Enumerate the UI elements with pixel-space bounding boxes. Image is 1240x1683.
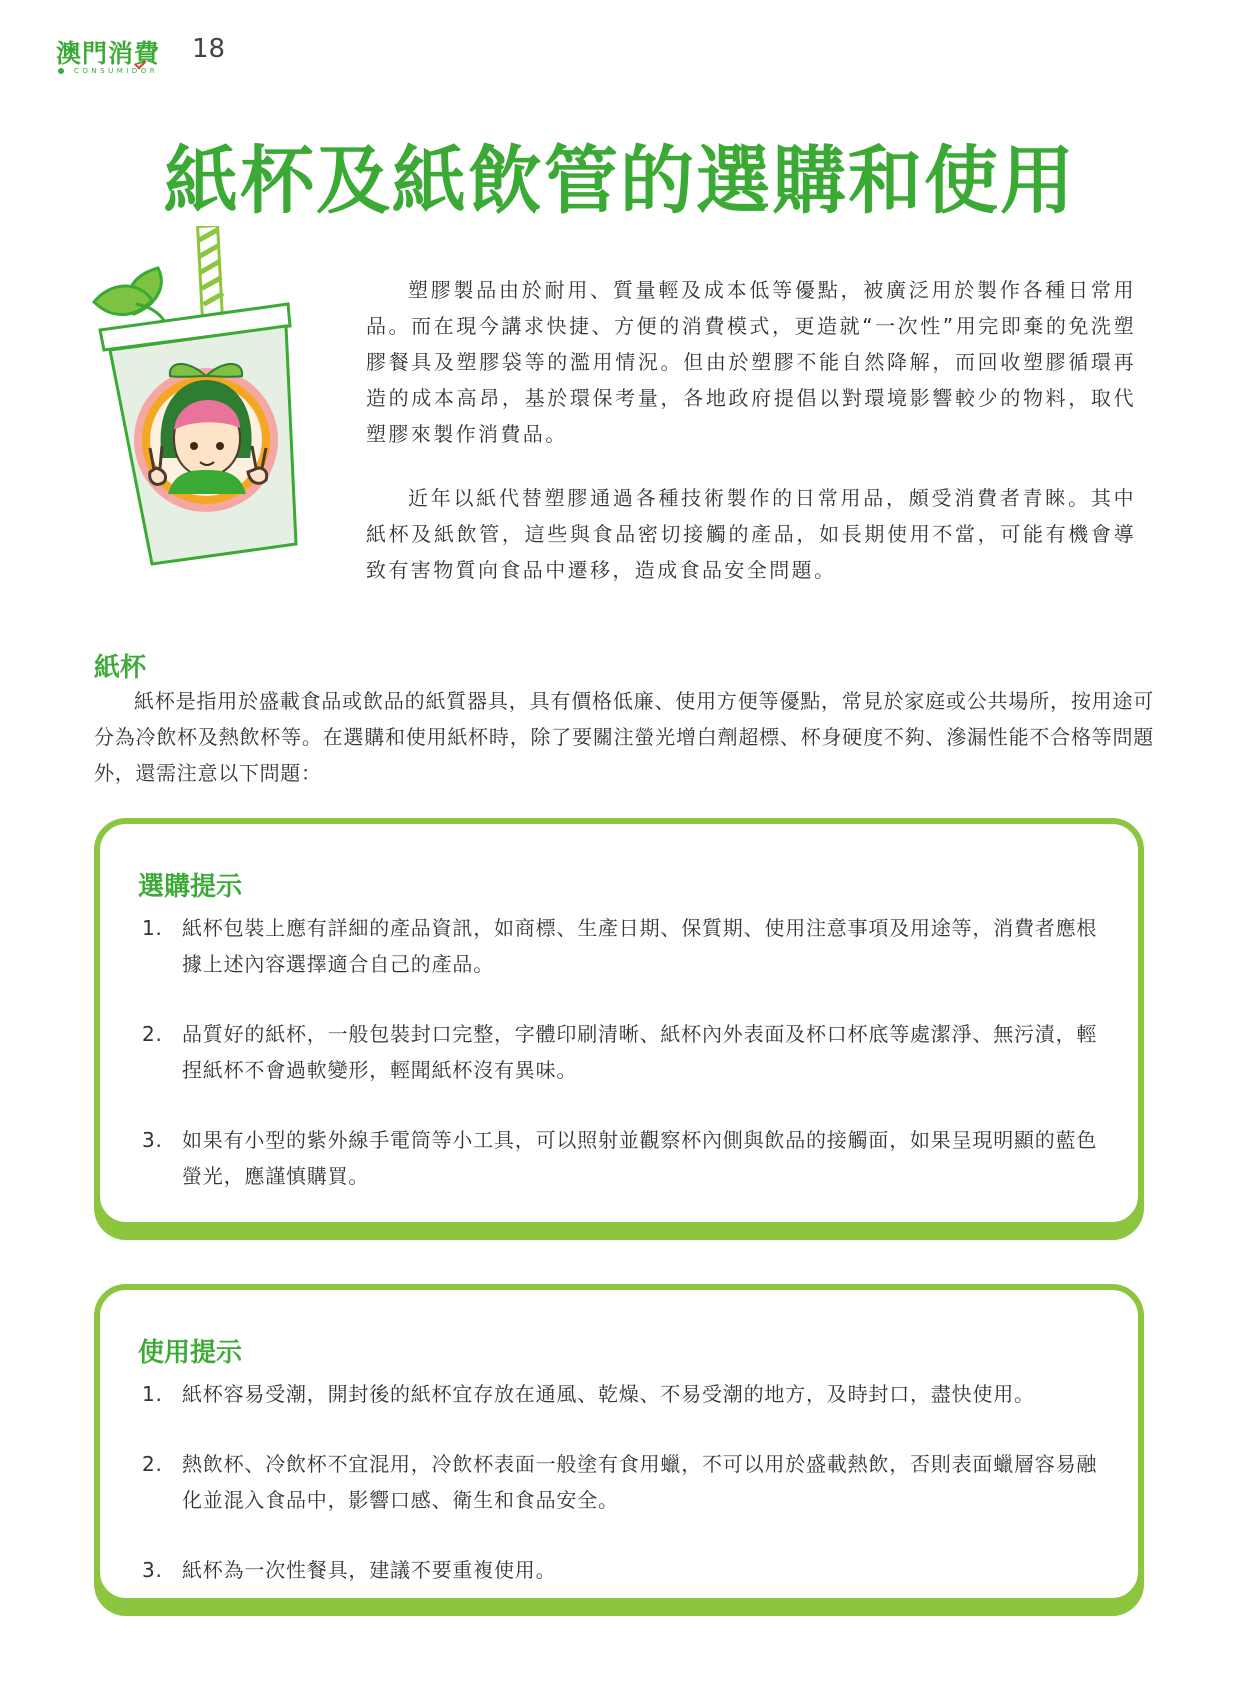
list-item bbox=[142, 1552, 1102, 1588]
cup-mascot-illustration bbox=[90, 226, 330, 606]
page-title: 紙杯及紙飲管的選購和使用 bbox=[164, 138, 1076, 224]
list-item-number: 3. bbox=[142, 1558, 163, 1582]
list-item-number: 3. bbox=[142, 1128, 163, 1152]
intro-paragraph: 塑膠製品由於耐用、質量輕及成本低等優點，被廣泛用於製作各種日常用品。而在現今講求快捷、方便的消費模式，更造就“一次性”用完即棄的免洗塑膠餐具及塑膠袋等的濫用情況。但由於塑膠不能自然降解，而回收塑膠循環再造的成本高昂，基於環保考量，各地政府提倡以對環境影響較少的物料，取代塑膠來製作消費品。 bbox=[366, 278, 1136, 446]
usage-tips-box bbox=[94, 1284, 1144, 1604]
list-item-text: 熱飲杯、冷飲杯不宜混用，冷飲杯表面一般塗有食用蠟，不可以用於盛載熱飲，否則表面蠟層容易融化並混入食品中，影響口感、衛生和食品安全。 bbox=[182, 1452, 1098, 1512]
page-number: 18 bbox=[192, 34, 226, 64]
list-item-text: 如果有小型的紫外線手電筒等小工具，可以照射並觀察杯內側與飲品的接觸面，如果呈現明顯的藍色螢光，應謹慎購買。 bbox=[182, 1128, 1098, 1188]
list-item-text: 紙杯容易受潮，開封後的紙杯宜存放在通風、乾燥、不易受潮的地方，及時封口，盡快使用。 bbox=[182, 1382, 1035, 1406]
list-item-number: 1. bbox=[142, 1382, 163, 1406]
list-item-number: 2. bbox=[142, 1452, 163, 1476]
purchase-tips-box bbox=[94, 818, 1144, 1228]
section-heading: 紙杯 bbox=[94, 653, 147, 683]
list-item-text: 紙杯為一次性餐具，建議不要重複使用。 bbox=[182, 1558, 557, 1582]
logo-subtext: CONSUMIDOR bbox=[74, 67, 159, 75]
usage-tips-heading: 使用提示 bbox=[138, 1338, 243, 1368]
purchase-tips-list bbox=[142, 910, 1102, 1194]
list-item-text: 品質好的紙杯，一般包裝封口完整，字體印刷清晰、紙杯內外表面及杯口杯底等處潔淨、無污漬，輕捏紙杯不會過軟變形，輕聞紙杯沒有異味。 bbox=[182, 1022, 1098, 1082]
list-item bbox=[142, 910, 1102, 982]
list-item-text: 紙杯包裝上應有詳細的產品資訊，如商標、生產日期、保質期、使用注意事項及用途等，消費者應根據上述內容選擇適合自己的產品。 bbox=[182, 916, 1098, 976]
leaf-icon bbox=[94, 268, 166, 324]
purchase-tips-heading: 選購提示 bbox=[138, 872, 243, 902]
list-item bbox=[142, 1016, 1102, 1088]
list-item bbox=[142, 1446, 1102, 1518]
section-body: 紙杯是指用於盛載食品或飲品的紙質器具，具有價格低廉、使用方便等優點，常見於家庭或公共場所，按用途可分為冷飲杯及熱飲杯等。在選購和使用紙杯時，除了要關注螢光增白劑超標、杯身硬度不夠、滲漏性能不合格等問題外，還需注意以下問題： bbox=[94, 689, 1154, 785]
usage-tips-list bbox=[142, 1376, 1102, 1588]
straw-icon bbox=[198, 226, 224, 318]
intro-text bbox=[366, 272, 1136, 588]
list-item-number: 2. bbox=[142, 1022, 163, 1046]
list-item bbox=[142, 1122, 1102, 1194]
consumer-council-logo bbox=[56, 34, 176, 80]
list-item bbox=[142, 1376, 1102, 1412]
list-item-number: 1. bbox=[142, 916, 163, 940]
logo-text: 澳門消費 bbox=[56, 39, 161, 68]
intro-paragraph: 近年以紙代替塑膠通過各種技術製作的日常用品，頗受消費者青睞。其中紙杯及紙飲管，這些與食品密切接觸的產品，如長期使用不當，可能有機會導致有害物質向食品中遷移，造成食品安全問題。 bbox=[366, 486, 1136, 582]
logo-dot-icon bbox=[58, 68, 64, 74]
